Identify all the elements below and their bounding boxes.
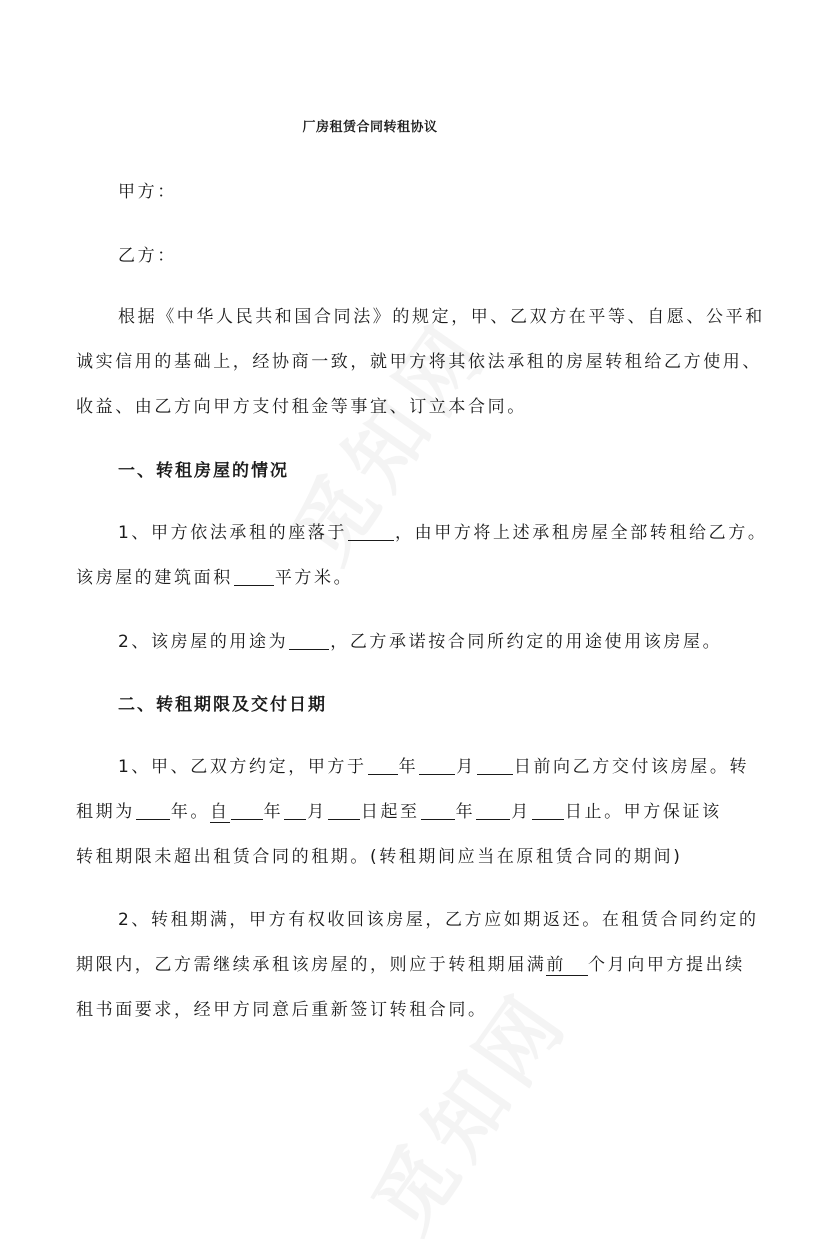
blank-location[interactable] [348, 522, 394, 541]
blank-day[interactable] [477, 756, 513, 775]
text: 前 [546, 955, 588, 976]
blank-to-month[interactable] [476, 801, 510, 820]
text: 日起至 [360, 802, 420, 822]
blank-to-day[interactable] [532, 801, 564, 820]
intro-line-1: 根据《中华人民共和国合同法》的规定，甲、乙双方在平等、自愿、公平和 [118, 307, 765, 327]
text: ，乙方承诺按合同所约定的用途使用该房屋。 [330, 632, 723, 652]
text: 1、甲方依法承租的座落于 [118, 523, 348, 543]
s1-item2-line [118, 627, 722, 652]
intro-line-3: 收益、由乙方向甲方支付租金等事宜、订立本合同。 [76, 397, 527, 417]
blank-year[interactable] [368, 756, 398, 775]
text: 日止。甲方保证该 [564, 802, 722, 822]
blank-from-day[interactable] [328, 801, 360, 820]
text: 租期为 [76, 802, 135, 822]
blank-term[interactable] [136, 801, 170, 820]
party-b-label: 乙方： [118, 246, 177, 266]
document-title: 厂房租赁合同转租协议 [302, 120, 438, 135]
text: ，由甲方将上述承租房屋全部转租给乙方。 [395, 523, 768, 543]
party-a-label: 甲方： [118, 182, 177, 202]
section-1-heading: 一、转租房屋的情况 [118, 461, 289, 481]
s2-item2-line1: 2、转租期满，甲方有权收回该房屋，乙方应如期返还。在租赁合同约定的 [118, 910, 759, 930]
blank-month[interactable] [419, 756, 455, 775]
text: 年 [455, 802, 476, 822]
s2-item1-line1 [118, 752, 749, 777]
s2-item2-line2 [76, 950, 745, 975]
blank-area[interactable] [234, 567, 274, 586]
text: 年。 [170, 802, 211, 822]
text: 月 [511, 802, 531, 822]
text: 期限内，乙方需继续承租该房屋的，则应于转租期届满 [76, 955, 547, 975]
s1-item1-line2 [76, 563, 353, 588]
text: 月 [307, 802, 327, 822]
section-2-heading: 二、转租期限及交付日期 [118, 695, 327, 715]
s2-item2-line3: 租书面要求，经甲方同意后重新签订转租合同。 [76, 1000, 488, 1020]
s2-item1-line2 [76, 797, 722, 822]
text: 月 [456, 757, 476, 777]
blank-to-year[interactable] [421, 801, 455, 820]
blank-from-month[interactable] [284, 801, 306, 820]
text: 1、甲、乙双方约定，甲方于 [118, 757, 367, 777]
s2-item1-line3: 转租期限未超出租赁合同的租期。(转租期间应当在原租赁合同的期间) [76, 847, 683, 867]
s1-item1-line1 [118, 518, 767, 543]
text: 2、该房屋的用途为 [118, 632, 289, 652]
intro-line-2: 诚实信用的基础上，经协商一致，就甲方将其依法承租的房屋转租给乙方使用、 [76, 352, 762, 372]
text: 平方米。 [274, 568, 354, 588]
blank-from-year[interactable] [231, 801, 263, 820]
text: 年 [263, 802, 284, 822]
blank-usage[interactable] [289, 631, 329, 650]
text: 该房屋的建筑面积 [76, 568, 233, 588]
text: 年 [398, 757, 419, 777]
text: 日前向乙方交付该房屋。转 [513, 757, 750, 777]
text: 自 [210, 802, 230, 822]
text: 个月向甲方提出续 [588, 955, 745, 975]
